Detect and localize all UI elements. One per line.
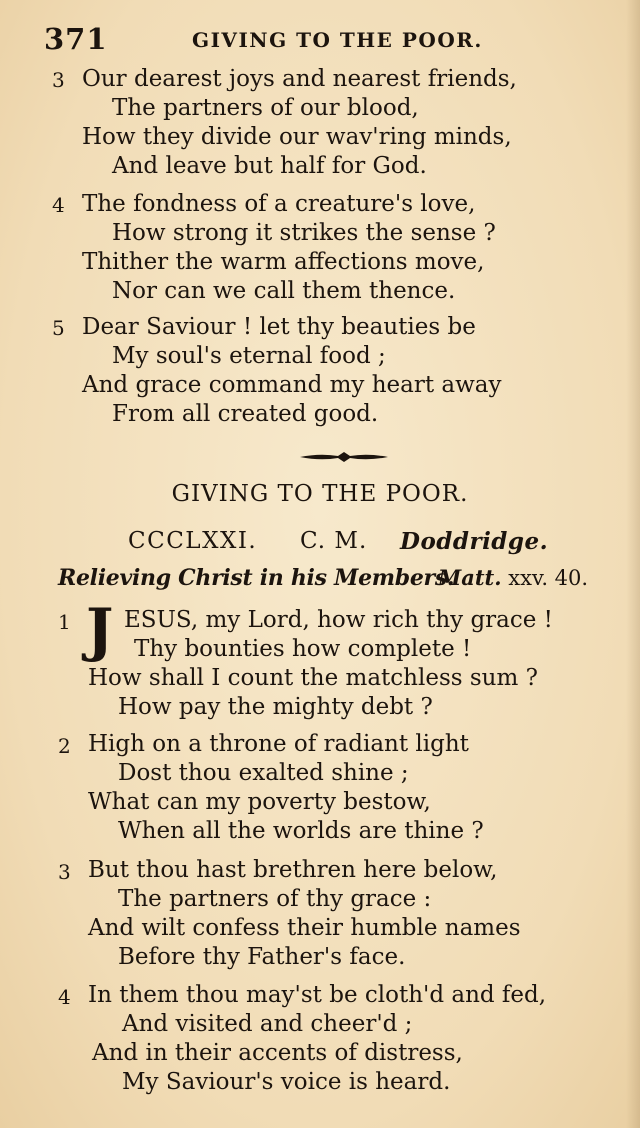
hymn-number: CCCLXXI. (128, 528, 258, 554)
verse-line: From all created good. (112, 401, 379, 427)
verse-line: How strong it strikes the sense ? (112, 220, 496, 246)
verse-line: And grace command my heart away (82, 372, 502, 398)
hymn-author: Doddridge. (400, 528, 549, 555)
hymn-subtitle: Relieving Christ in his Members. (58, 565, 455, 591)
scripture-chapter-verse: xxv. 40. (508, 566, 589, 590)
stanza-number: 2 (58, 734, 71, 758)
scripture-book: Matt. (438, 565, 502, 590)
stanza-number: 3 (58, 860, 71, 884)
verse-line: My soul's eternal food ; (112, 343, 386, 369)
verse-line: The fondness of a creature's love, (82, 191, 476, 217)
page-number: 371 (44, 22, 108, 56)
verse-line: Thither the warm affections move, (82, 249, 485, 275)
page-edge-shadow (626, 0, 640, 1128)
verse-line: When all the worlds are thine ? (118, 818, 484, 844)
verse-line: And leave but half for God. (112, 153, 427, 179)
verse-line: My Saviour's voice is heard. (122, 1069, 451, 1095)
verse-line: High on a throne of radiant light (88, 731, 469, 757)
ornament-divider (298, 450, 390, 464)
drop-cap: J (86, 596, 114, 664)
verse-line: Dost thou exalted shine ; (118, 760, 409, 786)
stanza-number: 4 (52, 193, 65, 217)
stanza-number: 5 (52, 316, 65, 340)
verse-line: Nor can we call them thence. (112, 278, 456, 304)
scripture-reference (438, 567, 588, 589)
verse-line: Dear Saviour ! let thy beauties be (82, 314, 476, 340)
running-title: GIVING TO THE POOR. (192, 28, 483, 52)
verse-line: How they divide our wav'ring minds, (82, 124, 512, 150)
verse-line: In them thou may'st be cloth'd and fed, (88, 982, 547, 1008)
stanza-number: 3 (52, 68, 65, 92)
hymn-meter: C. M. (300, 528, 368, 554)
verse-line: But thou hast brethren here below, (88, 857, 498, 883)
verse-line: The partners of thy grace : (118, 886, 432, 912)
verse-line: ESUS, my Lord, how rich thy grace ! (124, 607, 553, 633)
section-title: GIVING TO THE POOR. (171, 481, 469, 507)
verse-line: And wilt confess their humble names (88, 915, 521, 941)
verse-line: The partners of our blood, (112, 95, 419, 121)
verse-line: And in their accents of distress, (92, 1040, 463, 1066)
verse-line: And visited and cheer'd ; (122, 1011, 413, 1037)
verse-line: How shall I count the matchless sum ? (88, 665, 538, 691)
verse-line: Our dearest joys and nearest friends, (82, 66, 517, 92)
verse-line: How pay the mighty debt ? (118, 694, 433, 720)
verse-line: Thy bounties how complete ! (134, 636, 472, 662)
stanza-number: 1 (58, 610, 71, 634)
running-head (44, 22, 594, 62)
verse-line: Before thy Father's face. (118, 944, 406, 970)
stanza-number: 4 (58, 985, 71, 1009)
verse-line: What can my poverty bestow, (88, 789, 431, 815)
